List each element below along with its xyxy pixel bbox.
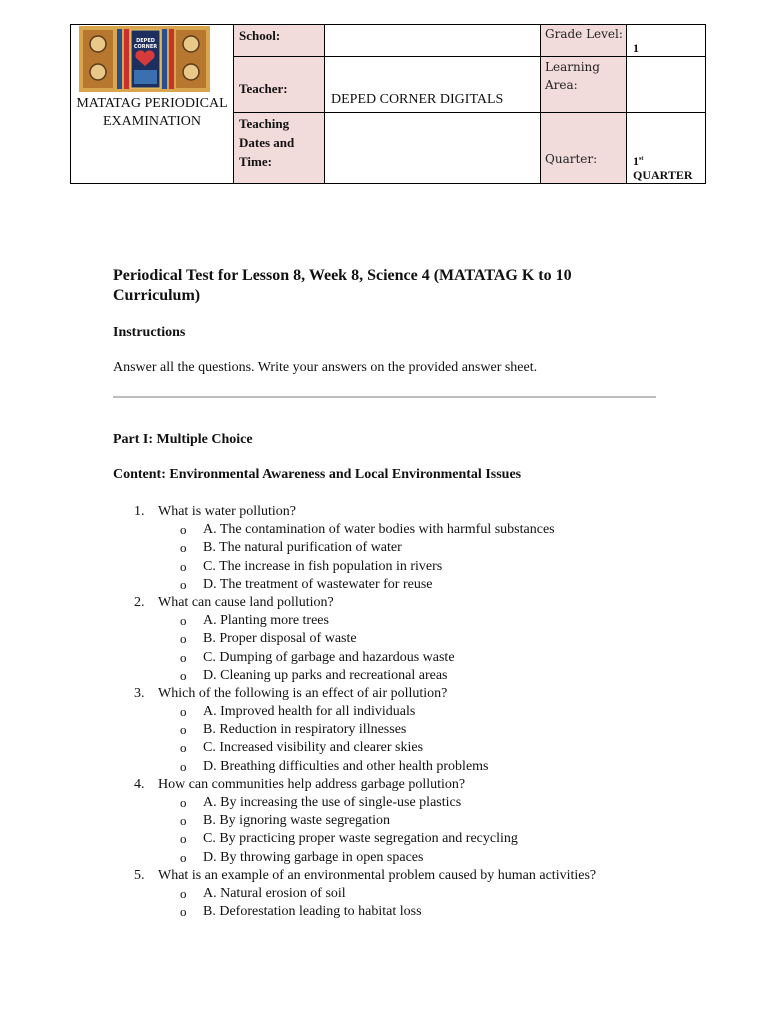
quarter-suffix: st (639, 156, 644, 162)
answer-option[interactable] (0, 576, 768, 594)
question-number: 5. (134, 867, 145, 883)
answer-option[interactable] (0, 703, 768, 721)
teaching-dates-field[interactable] (329, 115, 535, 181)
exam-title-block: MATATAG PERIODICAL EXAMINATION (76, 96, 228, 129)
bullet-icon: o (180, 722, 187, 738)
answer-option[interactable] (0, 721, 768, 739)
deped-corner-logo (79, 26, 210, 92)
answer-option[interactable] (0, 885, 768, 903)
option-text: A. By increasing the use of single-use plastics (203, 795, 462, 810)
answer-option[interactable] (0, 558, 768, 576)
bullet-icon: o (180, 667, 187, 683)
option-text: B. Deforestation leading to habitat loss (203, 904, 422, 920)
option-text: A. Planting more trees (203, 613, 329, 629)
option-text: C. Increased visibility and clearer skies (203, 740, 424, 756)
bullet-icon: o (180, 558, 187, 574)
bullet-icon: o (180, 704, 187, 720)
option-text: D. The treatment of wastewater for reuse (203, 576, 433, 592)
question-text: How can communities help address garbage pollution? (158, 776, 466, 792)
answer-option[interactable] (0, 739, 768, 757)
answer-option[interactable] (0, 830, 768, 848)
school-label: School: (239, 28, 281, 43)
page-title: Periodical Test for Lesson 8, Week 8, Science 4 (MATATAG K to 10 Curriculum) (113, 267, 572, 304)
option-text: C. The increase in fish population in rivers (203, 558, 443, 574)
teaching-dates-label: Teaching Dates and Time: (239, 116, 295, 169)
teacher-label: Teacher: (239, 81, 288, 96)
option-text: D. By throwing garbage in open spaces (203, 849, 424, 865)
bullet-icon: o (180, 540, 187, 556)
instructions-heading: Instructions (113, 325, 186, 340)
option-text: A. The contamination of water bodies with harmful substances (203, 522, 555, 538)
option-text: C. Dumping of garbage and hazardous waste (203, 649, 455, 665)
bullet-icon: o (180, 576, 187, 592)
question-item (0, 685, 768, 703)
option-text: A. Natural erosion of soil (203, 885, 346, 901)
logo-text: DEPED CORNER (133, 38, 158, 50)
option-text: D. Breathing difficulties and other health problems (203, 758, 489, 774)
question-item (0, 503, 768, 521)
answer-option[interactable] (0, 649, 768, 667)
quarter-label: Quarter: (545, 152, 598, 166)
option-text: B. The natural purification of water (203, 540, 402, 556)
answer-option[interactable] (0, 758, 768, 776)
answer-option[interactable] (0, 812, 768, 830)
grade-level-label: Grade Level: (545, 27, 623, 41)
quarter-word: QUARTER (633, 168, 693, 182)
question-item (0, 776, 768, 794)
quarter-number: 1 (633, 154, 639, 168)
answer-option[interactable] (0, 794, 768, 812)
option-text: B. Proper disposal of waste (203, 631, 357, 647)
bullet-icon: o (180, 849, 187, 865)
question-text: Which of the following is an effect of air pollution? (158, 685, 448, 701)
answer-option[interactable] (0, 630, 768, 648)
answer-option[interactable] (0, 612, 768, 630)
option-text: C. By practicing proper waste segregation and recycling (203, 831, 518, 847)
content-heading: Content: Environmental Awareness and Local Environmental Issues (113, 467, 522, 482)
question-text: What is water pollution? (158, 504, 297, 519)
option-text: D. Cleaning up parks and recreational areas (203, 667, 448, 683)
header-table (70, 24, 706, 184)
answer-option[interactable] (0, 539, 768, 557)
bullet-icon: o (180, 795, 187, 810)
quarter-value[interactable] (633, 152, 693, 182)
bullet-icon: o (180, 885, 187, 901)
teacher-value[interactable]: DEPED CORNER DIGITALS (331, 92, 504, 107)
option-text: B. By ignoring waste segregation (203, 813, 391, 829)
question-text: What can cause land pollution? (158, 594, 334, 610)
learning-area-label: Learning Area: (545, 60, 600, 92)
bullet-icon: o (180, 740, 187, 756)
bullet-icon: o (180, 613, 187, 629)
question-item (0, 867, 768, 885)
bullet-icon: o (180, 522, 187, 538)
question-text: What is an example of an environmental problem caused by human activities? (158, 867, 597, 883)
part-heading: Part I: Multiple Choice (113, 432, 253, 447)
option-text: A. Improved health for all individuals (203, 704, 416, 720)
question-item (0, 594, 768, 612)
question-list (0, 503, 768, 921)
bullet-icon: o (180, 631, 187, 647)
bullet-icon: o (180, 831, 187, 847)
option-text: B. Reduction in respiratory illnesses (203, 722, 407, 738)
learning-area-field[interactable] (631, 58, 703, 110)
instructions-text: Answer all the questions. Write your answers on the provided answer sheet. (113, 360, 538, 375)
bullet-icon: o (180, 904, 187, 920)
bullet-icon: o (180, 813, 187, 829)
question-number: 3. (134, 685, 145, 701)
school-field[interactable] (329, 26, 535, 54)
question-number: 2. (134, 594, 145, 610)
question-number: 4. (134, 776, 145, 792)
answer-option[interactable] (0, 849, 768, 867)
question-number: 1. (134, 504, 145, 519)
bullet-icon: o (180, 649, 187, 665)
answer-option[interactable] (0, 521, 768, 539)
answer-option[interactable] (0, 903, 768, 921)
bullet-icon: o (180, 758, 187, 774)
horizontal-divider (113, 396, 656, 398)
grade-level-value[interactable]: 1 (633, 41, 639, 55)
answer-option[interactable] (0, 667, 768, 685)
